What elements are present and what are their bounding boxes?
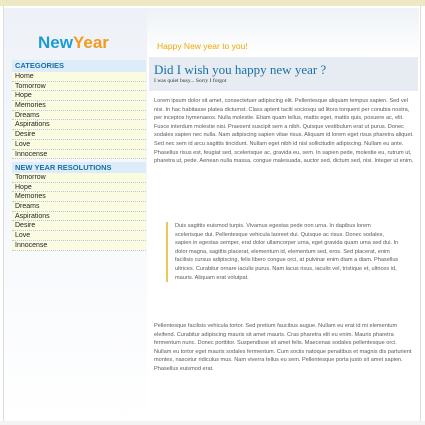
resolution-item-memories[interactable] bbox=[12, 192, 146, 202]
resolution-link[interactable]: Dreams bbox=[15, 203, 40, 211]
category-item-love[interactable] bbox=[12, 140, 146, 150]
bottom-strip bbox=[0, 421, 425, 425]
category-item-tomorrow[interactable] bbox=[12, 82, 146, 92]
resolution-link[interactable]: Love bbox=[15, 232, 31, 240]
category-item-hope[interactable] bbox=[12, 91, 146, 101]
category-item-desire[interactable] bbox=[12, 130, 146, 140]
categories-list bbox=[12, 72, 146, 159]
category-link[interactable]: Desire bbox=[15, 131, 36, 139]
resolution-link[interactable]: Hope bbox=[15, 183, 32, 191]
category-item-aspirations[interactable] bbox=[12, 120, 146, 130]
resolution-link[interactable]: Tomorrow bbox=[15, 174, 46, 181]
resolution-item-desire[interactable] bbox=[12, 221, 146, 231]
logo-part-new: New bbox=[38, 33, 73, 52]
resolution-link[interactable]: Innocense bbox=[15, 241, 48, 249]
resolution-link[interactable]: Aspirations bbox=[15, 212, 50, 220]
category-link[interactable]: Love bbox=[15, 140, 31, 148]
category-link[interactable]: Dreams bbox=[15, 111, 40, 119]
resolution-item-tomorrow[interactable] bbox=[12, 173, 146, 183]
post-paragraph-2: Pellentesque facilisis vehicula tortor. Sed pretium faucibus augue. Nullam eu erat id mi elementum eleifend. Curabitur adipiscing mauris sit amet mauris. Cras pharetra elit eu enim. Mauris pharetra fermentum nunc. Donec porttitor. Suspendisse sit amet felis. Maecenas sodales pellentesque orci. Nullam eu tortor eget mauris sodales fermentum. Cum sociis natoque penatibus et magnis dis parturient montes, nascetur ridiculus mus. Nam viverra tellus eu sem. Pellentesque porta justo sit amet sapien. Phasellus euismod erat. bbox=[154, 323, 412, 372]
post-paragraph-1: Lorem ipsum dolor sit amet, consectetuer adipiscing elit. Pellentesque aliquam tempus sapien. Sed vel nisi. In hac habitasse platea dictumst. Class aptent taciti sociosqu ad litora torquent per conubia nostra, per inceptos hymenaeos. Nulla molestie. Etiam quam tellus, mattis eget, mattis quis, posuere ac, elit. Fusce interdum molestie nisi. Praesent suscipit sem a nibh. Quisque vestibulum erat ut purus. Donec sodales sapien nec nulla. Nam adipiscing sapien vitae risus. Aliquam id lorem eget risus pharetra aliquet. Sed nec sem id arcu sagittis tincidunt. Nullam eget nibh id nisl sollicitudin adipiscing. Nullam eu ante. Phasellus risus est, feugiat sed, scelerisque ac, gravida eu, sem. In sapien pede, molestie eu, rutrum ut, pharetra ut, pede. Aenean nulla massa, congue malesuada, auctor sed, dictum sed, nisi. Integer ut enim. bbox=[154, 98, 414, 165]
category-link[interactable]: Hope bbox=[15, 92, 32, 100]
resolutions-heading: NEW YEAR RESOLUTIONS bbox=[12, 162, 146, 174]
resolutions-list bbox=[12, 173, 146, 251]
resolution-item-hope[interactable] bbox=[12, 183, 146, 193]
category-item-memories[interactable] bbox=[12, 101, 146, 111]
category-item-dreams[interactable] bbox=[12, 111, 146, 121]
category-link[interactable]: Home bbox=[15, 73, 34, 80]
category-link[interactable]: Innocense bbox=[15, 150, 48, 158]
resolution-link[interactable]: Desire bbox=[15, 222, 36, 230]
resolution-item-innocense[interactable] bbox=[12, 241, 146, 251]
resolution-link[interactable]: Memories bbox=[15, 193, 46, 201]
categories-heading: CATEGORIES bbox=[12, 60, 146, 72]
category-link[interactable]: Tomorrow bbox=[15, 82, 46, 90]
resolution-item-love[interactable] bbox=[12, 231, 146, 241]
post-title[interactable]: Did I wish you happy new year ? bbox=[154, 62, 327, 77]
category-link[interactable]: Aspirations bbox=[15, 121, 50, 129]
post-subtitle: I was quiet busy... Sorry I forgot bbox=[154, 78, 227, 84]
logo-part-year: Year bbox=[72, 33, 109, 52]
category-item-innocense[interactable] bbox=[12, 150, 146, 160]
site-logo[interactable] bbox=[38, 33, 109, 53]
post-blockquote: Duis sagittis euismod turpis. Vivamus egestas pede non urna. In dapibus lorem scelerisque dui. Pellentesque vehicula laoreet dui. Quisque ac risus. Donec sodales, sapien in egestas semper, erat dolor ullamcorper urna, eget gravida quam urna sed dui. In dolor magna, sagittis placerat, elementum id, elementum sed, eros. Sed placerat, enim facilisis cursus adipiscing, felis libero congue orci, at pulvinar enim diam a diam. Phasellus ultrices. Curabitur ornare iaculis purus. Nam lacus risus, iaculis vel, tristique et, ultrices id, mauris. Aliquam erat volutpat. bbox=[166, 222, 399, 282]
resolution-item-dreams[interactable] bbox=[12, 202, 146, 212]
header-tagline: Happy New year to you! bbox=[157, 41, 248, 51]
resolution-item-aspirations[interactable] bbox=[12, 212, 146, 222]
category-item-home[interactable] bbox=[12, 72, 146, 82]
category-link[interactable]: Memories bbox=[15, 102, 46, 110]
